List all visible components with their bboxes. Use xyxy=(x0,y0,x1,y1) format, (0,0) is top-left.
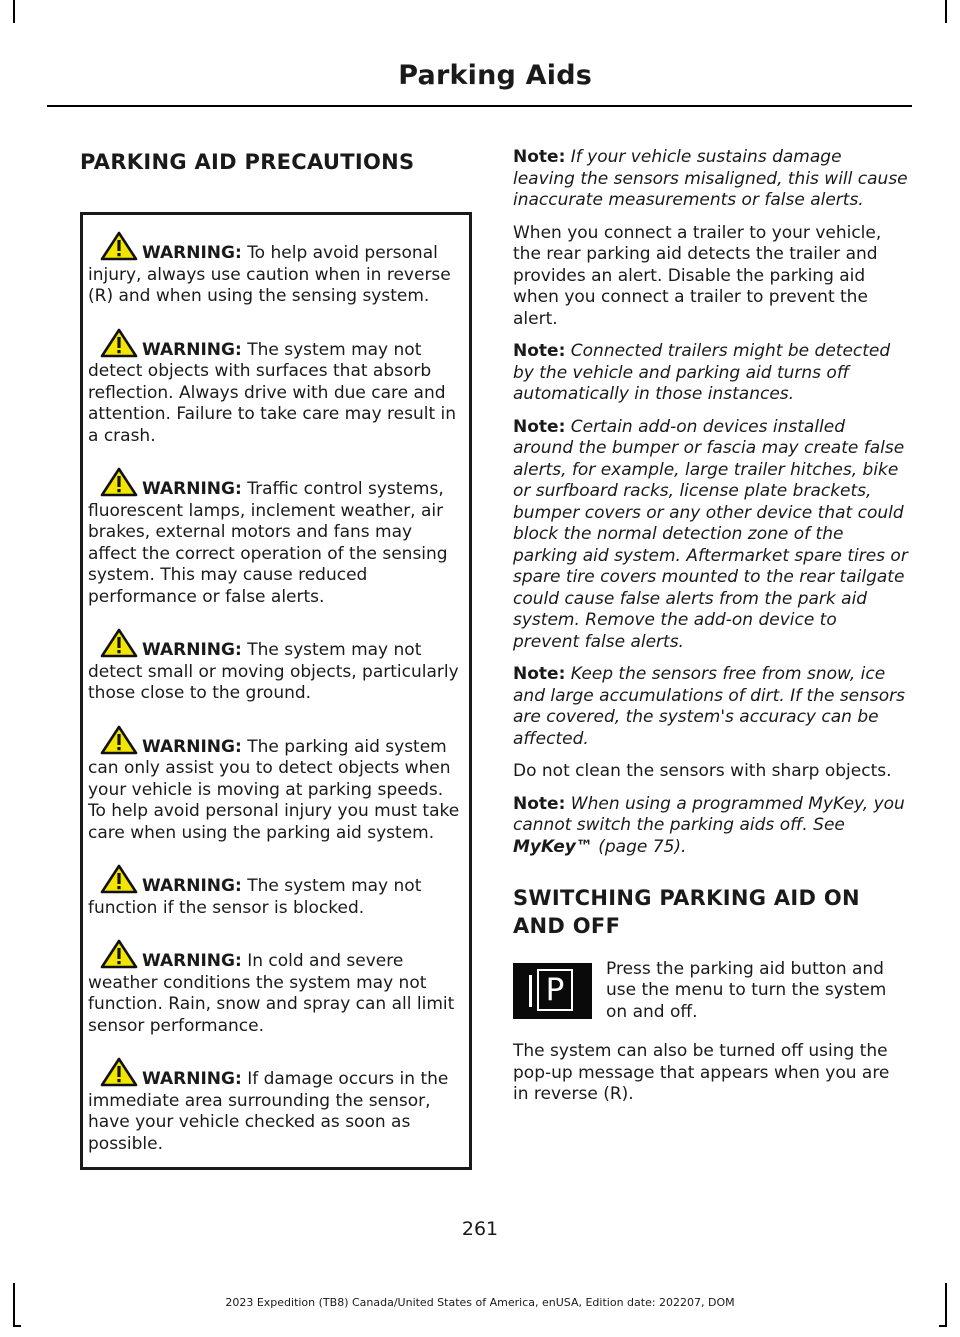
warning-label: WARNING: xyxy=(142,640,242,661)
note-misaligned-sensors xyxy=(513,147,908,212)
paragraph-popup: The system can also be turned off using the pop-up message that appears when you are in reverse (R). xyxy=(513,1041,890,1105)
warning-text: If damage occurs in the immediate area surrounding the sensor, have your vehicle checked as soon as possible. xyxy=(88,1069,449,1154)
parking-p-glyph: P xyxy=(537,969,573,1011)
left-column xyxy=(80,148,472,1170)
page-header-title: Parking Aids xyxy=(398,60,592,91)
warning-triangle-icon xyxy=(100,939,138,969)
note-label: Note: xyxy=(513,341,566,361)
note-text: Keep the sensors free from snow, ice and large accumulations of dirt. If the sensors are covered, the system's accuracy can be affected. xyxy=(513,664,906,749)
warning-label: WARNING: xyxy=(142,736,242,757)
warning-text: The system may not detect small or moving objects, particularly those close to the ground. xyxy=(88,640,459,704)
warning-triangle-icon xyxy=(100,628,138,658)
warning-label: WARNING: xyxy=(142,876,242,897)
warning-item xyxy=(88,1057,463,1155)
warning-text: In cold and severe weather conditions the system may not function. Rain, snow and spray can all limit sensor performance. xyxy=(88,951,455,1036)
footer-edition: 2023 Expedition (TB8) Canada/United States of America, enUSA, Edition date: 202207, DOM xyxy=(225,1296,735,1309)
warning-item xyxy=(88,231,463,308)
note-label: Note: xyxy=(513,793,566,814)
note-text: If your vehicle sustains damage leaving the sensors misaligned, this will cause inaccurate measurements or false alerts. xyxy=(513,147,908,210)
parking-aid-button-text: Press the parking aid button and use the menu to turn the system on and off. xyxy=(606,958,887,1022)
warning-label: WARNING: xyxy=(142,951,242,972)
note-mykey xyxy=(513,794,908,859)
warning-item xyxy=(88,628,463,705)
right-column xyxy=(513,147,908,1117)
section-heading-switching: SWITCHING PARKING AID ON AND OFF xyxy=(513,886,860,939)
note-connected-trailers xyxy=(513,341,908,406)
mykey-cross-reference-link[interactable]: MyKey™ xyxy=(513,836,593,857)
warning-triangle-icon xyxy=(100,725,138,755)
warning-triangle-icon xyxy=(100,467,138,497)
parking-aid-button-icon xyxy=(513,963,592,1019)
warning-box xyxy=(80,212,472,1170)
note-add-on-devices xyxy=(513,417,908,654)
warning-text: The system may not detect objects with surfaces that absorb reflection. Always drive with due care and attention. Failure to take care may result in a crash. xyxy=(88,339,457,446)
warning-text: The system may not function if the sensor is blocked. xyxy=(88,876,422,918)
warning-item xyxy=(88,467,463,608)
warning-text: Traffic control systems, fluorescent lamps, inclement weather, air brakes, external motors and fans may affect the correct operation of the sensing system. This may cause reduced performance or false alerts. xyxy=(88,479,448,607)
note-label: Note: xyxy=(513,416,566,437)
warning-label: WARNING: xyxy=(142,243,242,264)
paragraph-sharp-objects: Do not clean the sensors with sharp objects. xyxy=(513,761,892,781)
warning-triangle-icon xyxy=(100,1057,138,1087)
warning-label: WARNING: xyxy=(142,1069,242,1090)
warning-item xyxy=(88,939,463,1037)
note-text: Connected trailers might be detected by the vehicle and parking aid turns off automatically in those instances. xyxy=(513,341,891,404)
note-text: Certain add-on devices installed around the bumper or fascia may create false alerts, for example, large trailer hitches, bike or surfboard racks, license plate brackets, bumper covers or any other device that could block the normal detection zone of the parking aid system. Aftermarket spare tires or spare tire covers mounted to the rear tailgate could cause false alerts from the park aid system. Remove the add-on device to prevent false alerts. xyxy=(513,416,908,652)
warning-item xyxy=(88,328,463,448)
warning-item xyxy=(88,725,463,845)
section-heading-precautions: PARKING AID PRECAUTIONS xyxy=(80,150,415,174)
crop-mark xyxy=(945,0,947,23)
paragraph-trailer: When you connect a trailer to your vehicle, the rear parking aid detects the trailer and provides an alert. Disable the parking aid when you connect a trailer to prevent the alert. xyxy=(513,222,882,329)
header-rule xyxy=(47,105,912,107)
crop-mark xyxy=(939,1325,947,1327)
warning-triangle-icon xyxy=(100,864,138,894)
warning-label: WARNING: xyxy=(142,339,242,360)
warning-item xyxy=(88,864,463,919)
crop-mark xyxy=(13,0,15,23)
button-bar xyxy=(529,975,532,1007)
page-number: 261 xyxy=(461,1218,499,1240)
warning-triangle-icon xyxy=(100,328,138,358)
note-text: When using a programmed MyKey, you cannot switch the parking aids off. See xyxy=(513,793,905,835)
warning-triangle-icon xyxy=(100,231,138,261)
note-keep-sensors-clean xyxy=(513,664,908,750)
note-label: Note: xyxy=(513,664,566,684)
warning-text: To help avoid personal injury, always use caution when in reverse (R) and when using the sensing system. xyxy=(88,243,451,307)
warning-label: WARNING: xyxy=(142,479,242,500)
note-text: (page 75). xyxy=(592,836,687,857)
parking-aid-button-row xyxy=(513,959,908,1024)
crop-mark xyxy=(13,1325,21,1327)
warning-text: The parking aid system can only assist you to detect objects when your vehicle is moving at parking speeds. To help avoid personal injury you must take care when using the parking aid system. xyxy=(88,736,460,843)
note-label: Note: xyxy=(513,147,566,167)
